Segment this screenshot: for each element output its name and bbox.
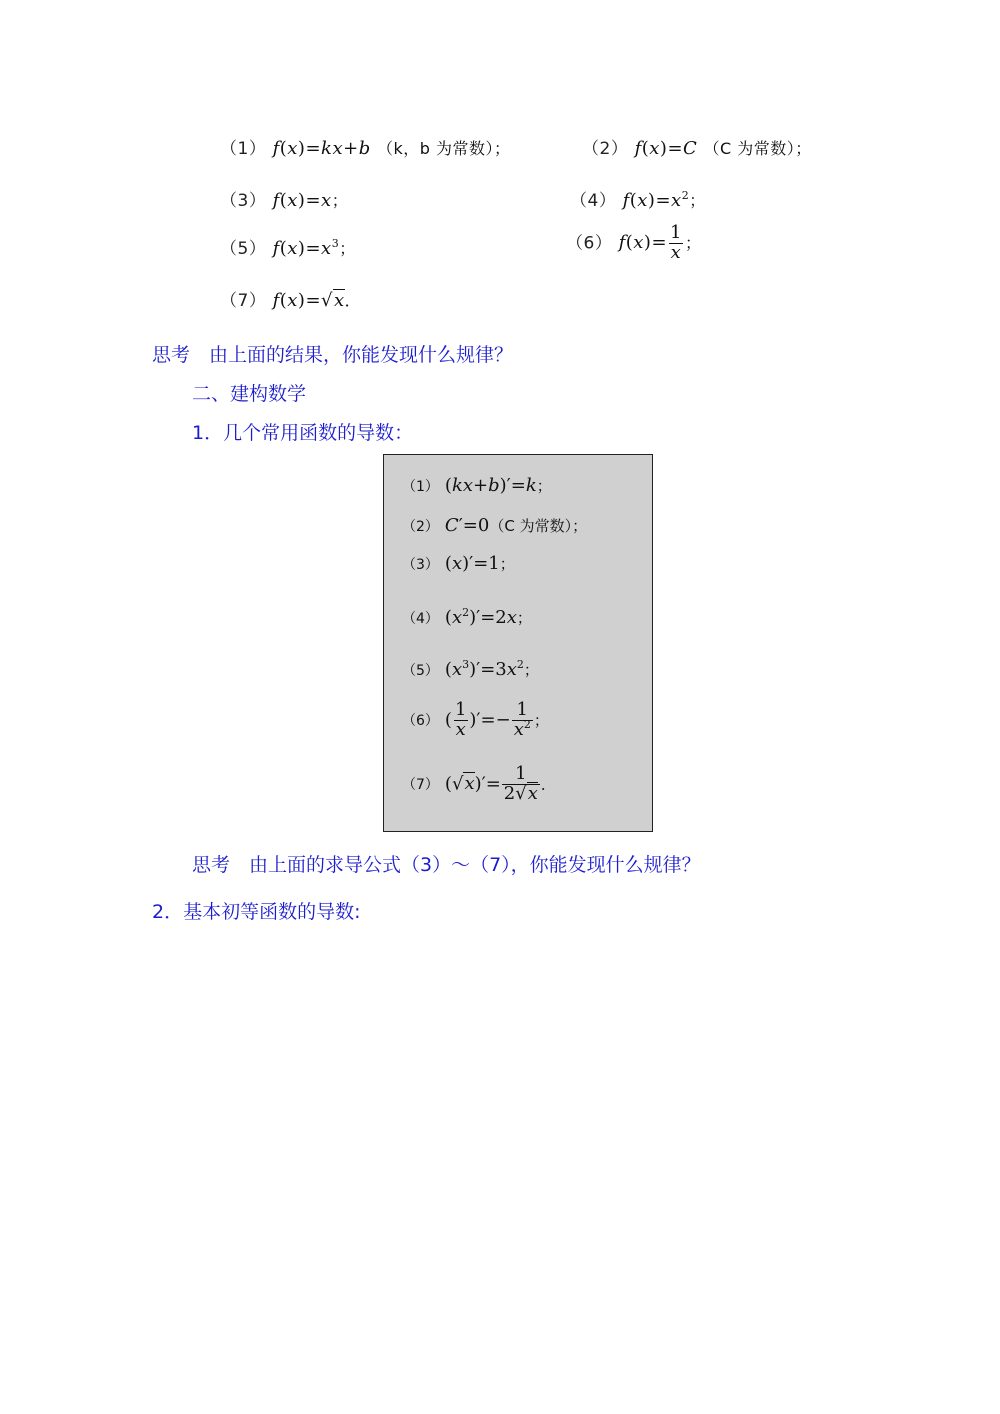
item-number: （4） (570, 191, 617, 211)
section-heading: 二、建构数学 (192, 383, 307, 405)
formula: f(x)=C (634, 138, 698, 159)
derivative-formula-box (383, 454, 653, 832)
box-row-5: （5） $(x^3)'=3x^2$； (402, 658, 539, 680)
formula: f(x)=kx+b (272, 138, 371, 159)
exercise-item-2 (582, 134, 812, 159)
item-number: （3） (220, 191, 267, 211)
item-number: （7） (220, 291, 267, 311)
item-number: （1） (220, 139, 267, 159)
exercise-item-5: （5） $f(x)=x^3$； (220, 237, 356, 259)
subsection-heading-1: 1．几个常用函数的导数： (192, 422, 414, 444)
item-note: （C 为常数）； (703, 139, 812, 158)
formula: f(x)=x (272, 190, 332, 211)
box-row-4: （4） $(x^2)'=2x$； (402, 606, 532, 628)
formula: f(x)=√x (272, 290, 345, 311)
exercise-item-6: （6） f(x)= $\frac{1}{x}$ ； (566, 222, 702, 263)
item-number: （2） (582, 139, 629, 159)
exercise-item-1 (220, 134, 510, 159)
box-row-6: （6） ( $\frac{1}{x}$ )′=− $\frac{1}{x^2}$ ； (402, 699, 549, 740)
box-row-2: （2） C′=0（C 为常数）； (402, 515, 588, 536)
item-note: （k，b 为常数）； (376, 139, 511, 158)
exercise-item-7: （7） f(x)=√x． (220, 290, 362, 311)
item-number: （6） (566, 233, 613, 254)
item-number: （5） (220, 239, 267, 259)
box-row-7: （7） (√x)′= $\frac{1}{2√x}$ ． (402, 763, 556, 804)
box-row-1: （1） (kx+b)′=k； (402, 475, 552, 496)
formula: f(x)= $\frac{1}{x}$ (618, 222, 682, 263)
exercise-item-4: （4） $f(x)=x^2$； (570, 189, 706, 211)
formula: $f(x)=x^2$ (622, 189, 690, 211)
think-prompt-2: 思考 由上面的求导公式（3）～（7），你能发现什么规律？ (192, 854, 701, 876)
formula: $f(x)=x^3$ (272, 237, 340, 259)
subsection-heading-2: 2．基本初等函数的导数: (152, 901, 361, 923)
think-prompt-1: 思考 由上面的结果，你能发现什么规律？ (152, 344, 514, 366)
exercise-item-3: （3） f(x)=x； (220, 190, 349, 211)
box-row-3: （3） (x)′=1； (402, 553, 515, 574)
